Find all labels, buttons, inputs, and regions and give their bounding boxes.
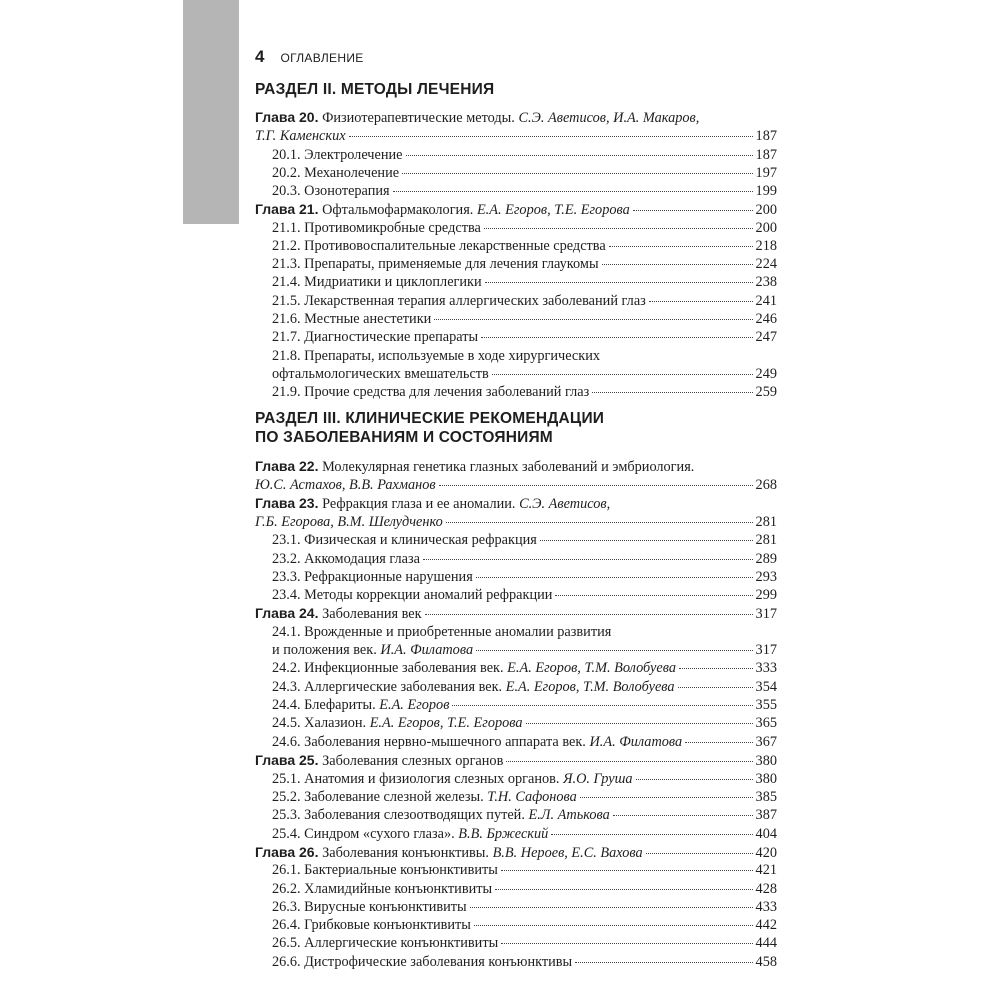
- page-ref: 404: [755, 826, 777, 842]
- page-ref: 380: [755, 753, 777, 769]
- leader-dots: [495, 889, 752, 890]
- toc-item[interactable]: [272, 861, 777, 879]
- leader-dots: [481, 337, 752, 338]
- page-ref: 289: [755, 551, 777, 567]
- item-title: 21.8. Препараты, используемые в ходе хирургических: [272, 348, 601, 364]
- toc-chapter[interactable]: [255, 200, 777, 218]
- page-ref: 249: [755, 366, 777, 382]
- chapter-title: Физиотерапевтические методы.: [322, 110, 515, 126]
- leader-dots: [501, 943, 752, 944]
- toc-item-cont[interactable]: [272, 365, 777, 383]
- chapter-label: Глава 24.: [255, 605, 319, 621]
- toc-item[interactable]: [272, 696, 777, 714]
- item-title: 24.6. Заболевания нервно-мышечного аппарата век.: [272, 734, 586, 750]
- item-title: 20.2. Механолечение: [272, 165, 400, 181]
- item-title: 26.6. Дистрофические заболевания конъюнктивы: [272, 954, 573, 970]
- page-ref: 354: [755, 679, 777, 695]
- item-title: 23.2. Аккомодация глаза: [272, 551, 421, 567]
- item-title: 26.5. Аллергические конъюнктивиты: [272, 935, 499, 951]
- chapter-title: Рефракция глаза и ее аномалии.: [322, 496, 516, 512]
- page-ref: 281: [755, 514, 777, 530]
- item-title: 20.1. Электролечение: [272, 147, 403, 163]
- item-title: 21.9. Прочие средства для лечения заболеваний глаз: [272, 384, 590, 400]
- toc-chapter[interactable]: [255, 604, 777, 622]
- leader-dots: [646, 853, 753, 854]
- toc-item[interactable]: [272, 934, 777, 952]
- page-ref: 200: [755, 202, 777, 218]
- page-ref: 420: [755, 845, 777, 861]
- leader-dots: [476, 650, 752, 651]
- chapter-title: Офтальмофармакология.: [322, 202, 474, 218]
- toc-item[interactable]: [272, 273, 777, 291]
- chapter-authors: Ю.С. Астахов, В.В. Рахманов: [255, 477, 436, 493]
- item-title: 21.1. Противомикробные средства: [272, 220, 481, 236]
- leader-dots: [636, 779, 753, 780]
- chapter-label: Глава 21.: [255, 201, 319, 217]
- toc-item[interactable]: [272, 182, 777, 200]
- item-title: 25.4. Синдром «сухого глаза».: [272, 826, 455, 842]
- toc-item[interactable]: [272, 292, 777, 310]
- page-ref: 281: [755, 532, 777, 548]
- item-title-cont: и положения век.: [272, 642, 377, 658]
- page-ref: 241: [755, 293, 777, 309]
- section-heading-line: РАЗДЕЛ III. КЛИНИЧЕСКИЕ РЕКОМЕНДАЦИИ: [255, 410, 605, 427]
- item-title-cont: офтальмологических вмешательств: [272, 366, 489, 382]
- toc-item[interactable]: [272, 916, 777, 934]
- toc-item[interactable]: [272, 770, 777, 788]
- leader-dots: [501, 870, 753, 871]
- leader-dots: [425, 614, 753, 615]
- page-ref: 197: [755, 165, 777, 181]
- page-ref: 259: [755, 384, 777, 400]
- toc-item[interactable]: [272, 550, 777, 568]
- page-ref: 199: [755, 183, 777, 199]
- item-title: 21.4. Мидриатики и циклоплегики: [272, 274, 482, 290]
- page-ref: 317: [755, 606, 777, 622]
- leader-dots: [575, 962, 752, 963]
- toc-item[interactable]: [272, 806, 777, 824]
- leader-dots: [423, 559, 753, 560]
- leader-dots: [452, 705, 752, 706]
- toc-item[interactable]: [272, 733, 777, 751]
- chapter-authors: Т.Г. Каменских: [255, 128, 346, 144]
- page-ref: 333: [755, 660, 777, 676]
- page-ref: 355: [755, 697, 777, 713]
- item-title: 23.1. Физическая и клиническая рефракция: [272, 532, 537, 548]
- item-title: 21.6. Местные анестетики: [272, 311, 432, 327]
- page-ref: 317: [755, 642, 777, 658]
- page-ref: 293: [755, 569, 777, 585]
- section-heading: РАЗДЕЛ II. МЕТОДЫ ЛЕЧЕНИЯ: [255, 81, 495, 98]
- item-title: 24.3. Аллергические заболевания век.: [272, 679, 503, 695]
- toc-item[interactable]: [272, 623, 777, 641]
- chapter-title: Заболевания конъюнктивы.: [322, 845, 489, 861]
- toc-item[interactable]: [272, 568, 777, 586]
- toc-item[interactable]: [272, 255, 777, 273]
- toc-chapter[interactable]: [255, 457, 777, 475]
- toc-item[interactable]: [272, 237, 777, 255]
- toc-item[interactable]: [272, 825, 777, 843]
- leader-dots: [679, 668, 753, 669]
- item-author: Т.Н. Сафонова: [487, 789, 577, 805]
- leader-dots: [613, 815, 753, 816]
- leader-dots: [609, 246, 753, 247]
- leader-dots: [434, 319, 752, 320]
- leader-dots: [439, 485, 753, 486]
- leader-dots: [633, 210, 753, 211]
- item-author: Е.А. Егоров, Т.Е. Егорова: [369, 715, 523, 731]
- page-ref: 387: [755, 807, 777, 823]
- item-title: 21.3. Препараты, применяемые для лечения глаукомы: [272, 256, 599, 272]
- page-ref: 444: [755, 935, 777, 951]
- toc-item[interactable]: [272, 678, 777, 696]
- item-title: 25.3. Заболевания слезоотводящих путей.: [272, 807, 525, 823]
- page-ref: 380: [755, 771, 777, 787]
- item-title: 21.7. Диагностические препараты: [272, 329, 479, 345]
- page-ref: 238: [755, 274, 777, 290]
- toc-item[interactable]: [272, 219, 777, 237]
- leader-dots: [406, 155, 753, 156]
- item-title: 23.3. Рефракционные нарушения: [272, 569, 473, 585]
- page-number: 4: [255, 47, 265, 66]
- toc-item[interactable]: [272, 788, 777, 806]
- item-title: 24.5. Халазион.: [272, 715, 367, 731]
- chapter-authors: Е.А. Егоров, Т.Е. Егорова: [476, 202, 630, 218]
- item-title: 26.2. Хламидийные конъюнктивиты: [272, 881, 493, 897]
- section-heading-line: ПО ЗАБОЛЕВАНИЯМ И СОСТОЯНИЯМ: [255, 429, 553, 446]
- page-ref: 442: [755, 917, 777, 933]
- toc-item[interactable]: [272, 164, 777, 182]
- item-title: 26.1. Бактериальные конъюнктивиты: [272, 862, 498, 878]
- item-author: Я.О. Груша: [563, 771, 633, 787]
- toc-item[interactable]: [272, 310, 777, 328]
- item-title: 20.3. Озонотерапия: [272, 183, 390, 199]
- item-title: 23.4. Методы коррекции аномалий рефракции: [272, 587, 553, 603]
- running-title: ОГЛАВЛЕНИЕ: [280, 51, 364, 65]
- item-author: И.А. Филатова: [380, 642, 474, 658]
- toc-item[interactable]: [272, 383, 777, 401]
- chapter-label: Глава 25.: [255, 752, 319, 768]
- leader-dots: [592, 392, 752, 393]
- toc-chapter-cont[interactable]: [255, 513, 777, 531]
- chapter-title: Заболевания слезных органов: [322, 753, 504, 769]
- leader-dots: [580, 797, 753, 798]
- toc-item[interactable]: [272, 659, 777, 677]
- page-header: [255, 47, 364, 67]
- leader-dots: [393, 191, 753, 192]
- leader-dots: [526, 723, 753, 724]
- leader-dots: [540, 540, 753, 541]
- page-ref: 268: [755, 477, 777, 493]
- page-ref: 299: [755, 587, 777, 603]
- toc-item[interactable]: [272, 531, 777, 549]
- item-author: В.В. Бржеский: [458, 826, 549, 842]
- item-author: Е.А. Егоров, Т.М. Волобуева: [505, 679, 675, 695]
- chapter-authors: С.Э. Аветисов,: [519, 496, 611, 512]
- toc-item[interactable]: [272, 714, 777, 732]
- chapter-authors: С.Э. Аветисов, И.А. Макаров,: [518, 110, 700, 126]
- chapter-title: Молекулярная генетика глазных заболеваний и эмбриология.: [322, 459, 695, 475]
- item-title: 26.4. Грибковые конъюнктивиты: [272, 917, 471, 933]
- toc-item[interactable]: [272, 586, 777, 604]
- leader-dots: [506, 761, 752, 762]
- page-ref: 433: [755, 899, 777, 915]
- item-title: 21.2. Противовоспалительные лекарственные средства: [272, 238, 606, 254]
- toc-item[interactable]: [272, 898, 777, 916]
- leader-dots: [474, 925, 753, 926]
- page-ref: 224: [755, 256, 777, 272]
- item-title: 24.2. Инфекционные заболевания век.: [272, 660, 504, 676]
- leader-dots: [349, 136, 753, 137]
- item-title: 25.1. Анатомия и физиология слезных органов.: [272, 771, 560, 787]
- item-author: Е.А. Егоров: [379, 697, 450, 713]
- toc-item[interactable]: [272, 146, 777, 164]
- chapter-label: Глава 26.: [255, 844, 319, 860]
- toc-item[interactable]: [272, 953, 777, 971]
- chapter-authors: Г.Б. Егорова, В.М. Шелудченко: [255, 514, 443, 530]
- page-ref: 385: [755, 789, 777, 805]
- item-title: 21.5. Лекарственная терапия аллергических заболеваний глаз: [272, 293, 646, 309]
- page-ref: 365: [755, 715, 777, 731]
- leader-dots: [685, 742, 752, 743]
- item-title: 26.3. Вирусные конъюнктивиты: [272, 899, 467, 915]
- page-ref: 200: [755, 220, 777, 236]
- chapter-title: Заболевания век: [322, 606, 422, 622]
- chapter-label: Глава 23.: [255, 495, 319, 511]
- toc-chapter-cont[interactable]: [255, 127, 777, 145]
- leader-dots: [551, 834, 752, 835]
- page-ref: 428: [755, 881, 777, 897]
- toc-item-cont[interactable]: [272, 641, 777, 659]
- item-author: И.А. Филатова: [589, 734, 683, 750]
- toc-item[interactable]: [272, 328, 777, 346]
- toc-chapter[interactable]: [255, 843, 777, 861]
- item-author: Е.А. Егоров, Т.М. Волобуева: [507, 660, 676, 676]
- leader-dots: [485, 282, 753, 283]
- leader-dots: [602, 264, 753, 265]
- leader-dots: [470, 907, 753, 908]
- page-edge-tab: [183, 0, 239, 224]
- leader-dots: [446, 522, 753, 523]
- toc-item[interactable]: [272, 347, 777, 365]
- leader-dots: [492, 374, 753, 375]
- item-author: Е.Л. Атькова: [528, 807, 610, 823]
- page-ref: 246: [755, 311, 777, 327]
- chapter-label: Глава 20.: [255, 109, 319, 125]
- item-title: 24.1. Врожденные и приобретенные аномалии развития: [272, 624, 612, 640]
- page-ref: 367: [755, 734, 777, 750]
- section-heading: [255, 409, 755, 447]
- chapter-authors: В.В. Нероев, Е.С. Вахова: [492, 845, 643, 861]
- toc-chapter[interactable]: [255, 494, 777, 512]
- page-ref: 187: [755, 147, 777, 163]
- page-ref: 218: [755, 238, 777, 254]
- leader-dots: [484, 228, 753, 229]
- page-ref: 247: [755, 329, 777, 345]
- item-title: 25.2. Заболевание слезной железы.: [272, 789, 484, 805]
- toc-item[interactable]: [272, 880, 777, 898]
- leader-dots: [555, 595, 752, 596]
- toc-chapter[interactable]: [255, 751, 777, 769]
- leader-dots: [678, 687, 753, 688]
- toc-chapter-cont[interactable]: [255, 476, 777, 494]
- item-title: 24.4. Блефариты.: [272, 697, 376, 713]
- leader-dots: [402, 173, 752, 174]
- leader-dots: [649, 301, 753, 302]
- page-ref: 187: [755, 128, 777, 144]
- chapter-label: Глава 22.: [255, 458, 319, 474]
- page-ref: 458: [755, 954, 777, 970]
- page-ref: 421: [755, 862, 777, 878]
- toc-chapter[interactable]: [255, 108, 777, 126]
- leader-dots: [476, 577, 753, 578]
